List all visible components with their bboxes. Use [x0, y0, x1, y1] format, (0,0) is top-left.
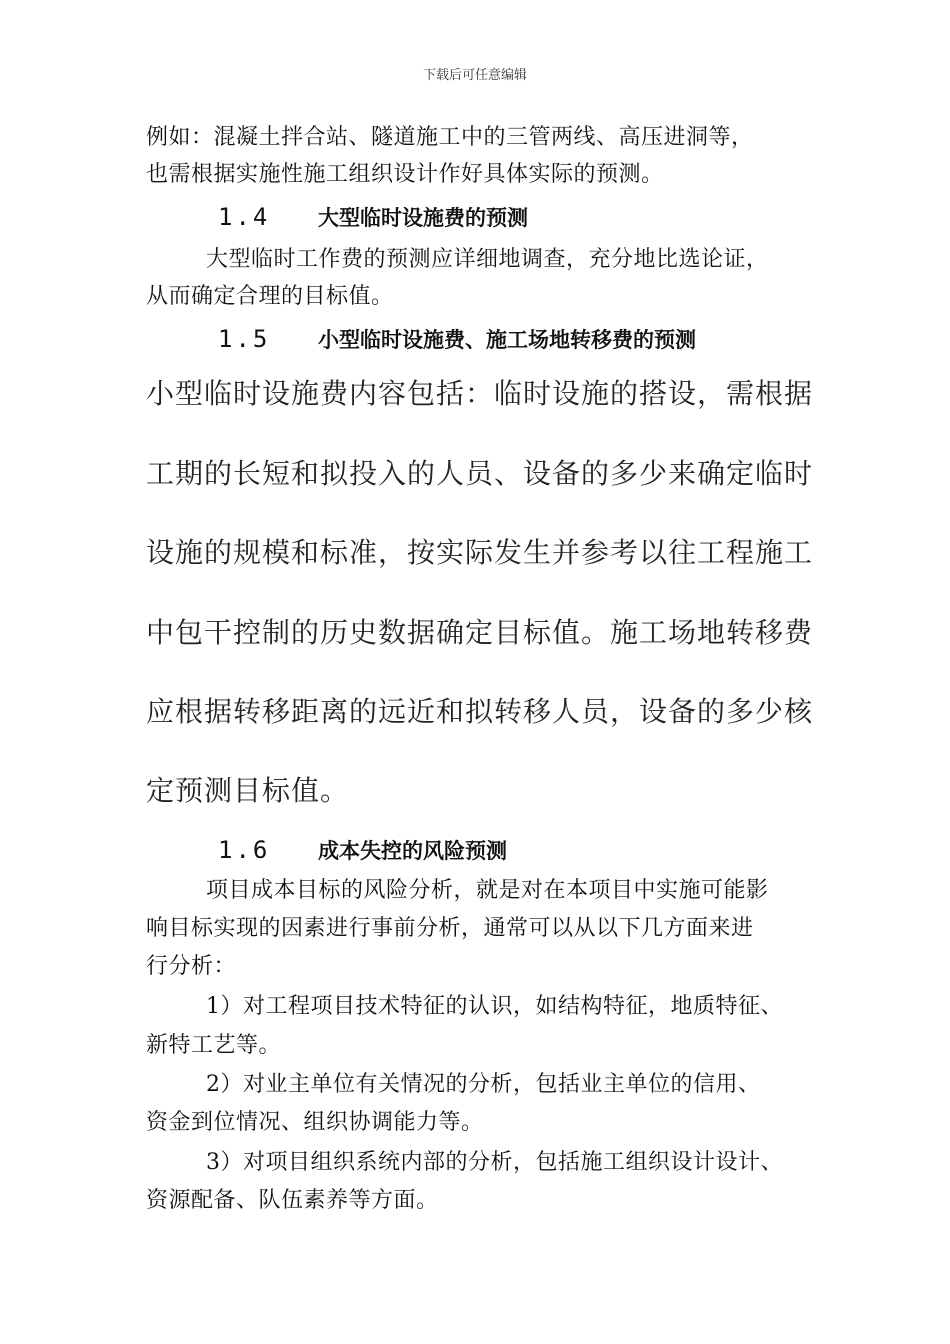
section-number: 1.5 [218, 325, 271, 353]
list-item-line: 2）对业主单位有关情况的分析，包括业主单位的信用、 [206, 1072, 761, 1097]
large-paragraph-line: 小型临时设施费内容包括：临时设施的搭设，需根据 [146, 377, 814, 410]
intro-line-2: 也需根据实施性施工组织设计作好具体实际的预测。 [146, 162, 664, 187]
list-item-line: 资金到位情况、组织协调能力等。 [146, 1110, 484, 1135]
paragraph-line: 响目标实现的因素进行事前分析，通常可以从以下几方面来进 [146, 916, 754, 941]
header-note: 下载后可任意编辑 [422, 68, 527, 83]
section-title: 大型临时设施费的预测 [318, 206, 528, 230]
section-heading-1-6 [218, 835, 507, 867]
large-paragraph-line: 工期的长短和拟投入的人员、设备的多少来确定临时 [146, 457, 814, 490]
paragraph-line: 从而确定合理的目标值。 [146, 284, 394, 309]
large-paragraph-line: 应根据转移距离的远近和拟转移人员，设备的多少核 [146, 695, 814, 728]
section-title: 小型临时设施费、施工场地转移费的预测 [318, 328, 696, 352]
list-item-line: 3）对项目组织系统内部的分析，包括施工组织设计设计、 [206, 1150, 783, 1175]
large-paragraph-line: 设施的规模和标准，按实际发生并参考以往工程施工 [146, 536, 814, 569]
section-number: 1.6 [218, 836, 271, 864]
list-item-line: 1）对工程项目技术特征的认识，如结构特征，地质特征、 [206, 994, 783, 1019]
list-item-line: 资源配备、队伍素养等方面。 [146, 1188, 439, 1213]
large-paragraph-line: 定预测目标值。 [146, 774, 350, 807]
list-item-line: 新特工艺等。 [146, 1033, 282, 1058]
section-heading-1-4 [218, 202, 528, 234]
section-title: 成本失控的风险预测 [318, 839, 507, 863]
paragraph-line: 行分析： [146, 954, 237, 979]
section-heading-1-5 [218, 324, 696, 356]
section-number: 1.4 [218, 203, 271, 231]
intro-line-1: 例如：混凝土拌合站、隧道施工中的三管两线、高压进洞等， [146, 125, 754, 150]
large-paragraph-line: 中包干控制的历史数据确定目标值。施工场地转移费 [146, 616, 814, 649]
paragraph-line: 项目成本目标的风险分析，就是对在本项目中实施可能影 [206, 878, 769, 903]
paragraph-line: 大型临时工作费的预测应详细地调查，充分地比选论证， [206, 247, 769, 272]
